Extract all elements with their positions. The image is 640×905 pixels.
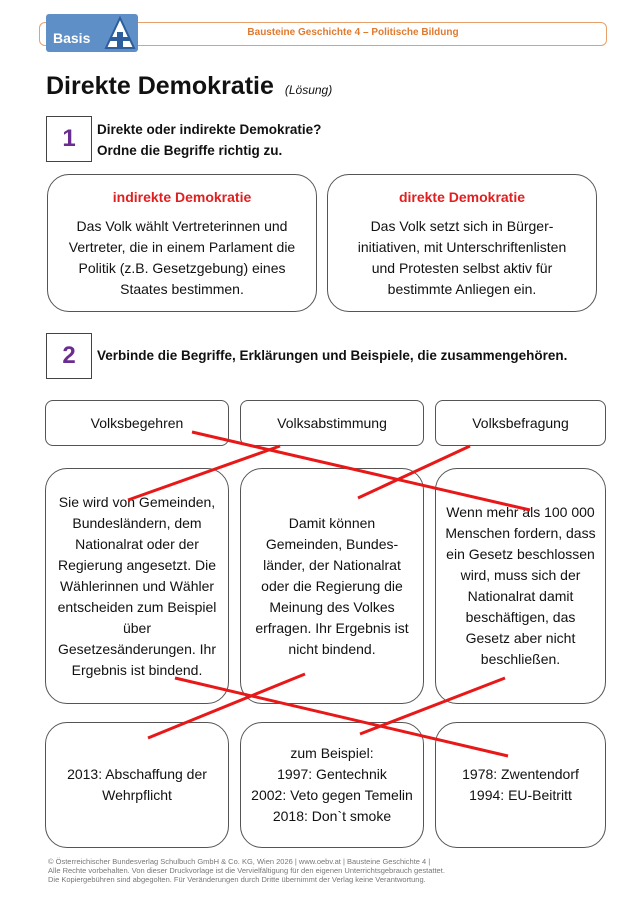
header-title: Bausteine Geschichte 4 – Politische Bildung: [247, 27, 459, 38]
explanation-volksabstimmung: Sie wird von Gemeinden, Bundesländern, dem Nationalrat oder der Regierung angesetzt. Die Wählerinnen und Wähler entscheiden zum Beispiel über Gesetzesänderungen. Ihr Ergebnis ist bindend.: [45, 468, 229, 704]
direct-democracy-heading: direkte Demokratie: [398, 188, 526, 205]
page-title-text: Direkte Demokratie: [46, 72, 274, 100]
indirect-democracy-heading: indirekte Demokratie: [112, 188, 252, 205]
line-volksbegehren-explanation: [192, 432, 530, 510]
footer-line-1: © Österreichischer Bundesverlag Schulbuch GmbH & Co. KG, Wien 2026 | www.oebv.at | Bausteine Geschichte 4 |: [48, 857, 431, 866]
task1-line2: Ordne die Begriffe richtig zu.: [97, 143, 283, 158]
indirect-democracy-text: Das Volk wählt Vertreterinnen und Vertreter, die in einem Parlament die Politik (z.B. Gesetzgebung) eines Staates bestimmen.: [68, 217, 296, 297]
task-number-2: 2: [46, 333, 92, 379]
footer: [48, 857, 445, 884]
task1-line1: Direkte oder indirekte Demokratie?: [97, 122, 322, 137]
term-volksbefragung: Volksbefragung: [435, 400, 606, 446]
task-number-1: 1: [46, 116, 92, 162]
logo-text: Basis: [53, 30, 91, 46]
line-volksbefragung-explanation: [358, 446, 470, 498]
line-explanation3-example: [360, 678, 505, 734]
example-zwentendorf-eu: 1978: Zwentendorf 1994: EU-Beitritt: [435, 722, 606, 848]
line-volksabstimmung-explanation: [128, 446, 280, 500]
term-volksabstimmung: Volksabstimmung: [240, 400, 424, 446]
example-volksbegehren-list: zum Beispiel: 1997: Gentechnik 2002: Veto gegen Temelin 2018: Don`t smoke: [240, 722, 424, 848]
footer-line-2: Alle Rechte vorbehalten. Von dieser Druckvorlage ist die Vervielfältigung für den eigenen Unterrichtsgebrauch gestattet.: [48, 866, 445, 875]
page-subtitle: (Lösung): [284, 83, 333, 97]
explanation-volksbegehren: Wenn mehr als 100 000 Menschen fordern, dass ein Gesetz beschlossen wird, muss sich der Nationalrat damit beschäftigen, das Gesetz aber nicht beschließen.: [435, 468, 606, 704]
term-volksbegehren: Volksbegehren: [45, 400, 229, 446]
task2-instruction: Verbinde die Begriffe, Erklärungen und Beispiele, die zusammengehören.: [97, 348, 568, 363]
line-explanation2-example: [148, 674, 305, 738]
example-wehrpflicht: 2013: Abschaffung der Wehrpflicht: [45, 722, 229, 848]
explanation-volksbefragung: Damit können Gemeinden, Bundes-länder, der Nationalrat oder die Regierung die Meinung des Volkes erfragen. Ihr Ergebnis ist nicht bindend.: [240, 468, 424, 704]
direct-democracy-text: Das Volk setzt sich in Bürger-initiativen, mit Unterschriftenlisten und Protesten selbst aktiv für bestimmte Anliegen ein.: [357, 217, 567, 297]
footer-line-3: Die Kopiergebühren sind abgegolten. Für Veränderungen durch Dritte übernimmt der Verlag keine Verantwortung.: [48, 875, 426, 884]
line-explanation1-example: [175, 678, 508, 756]
